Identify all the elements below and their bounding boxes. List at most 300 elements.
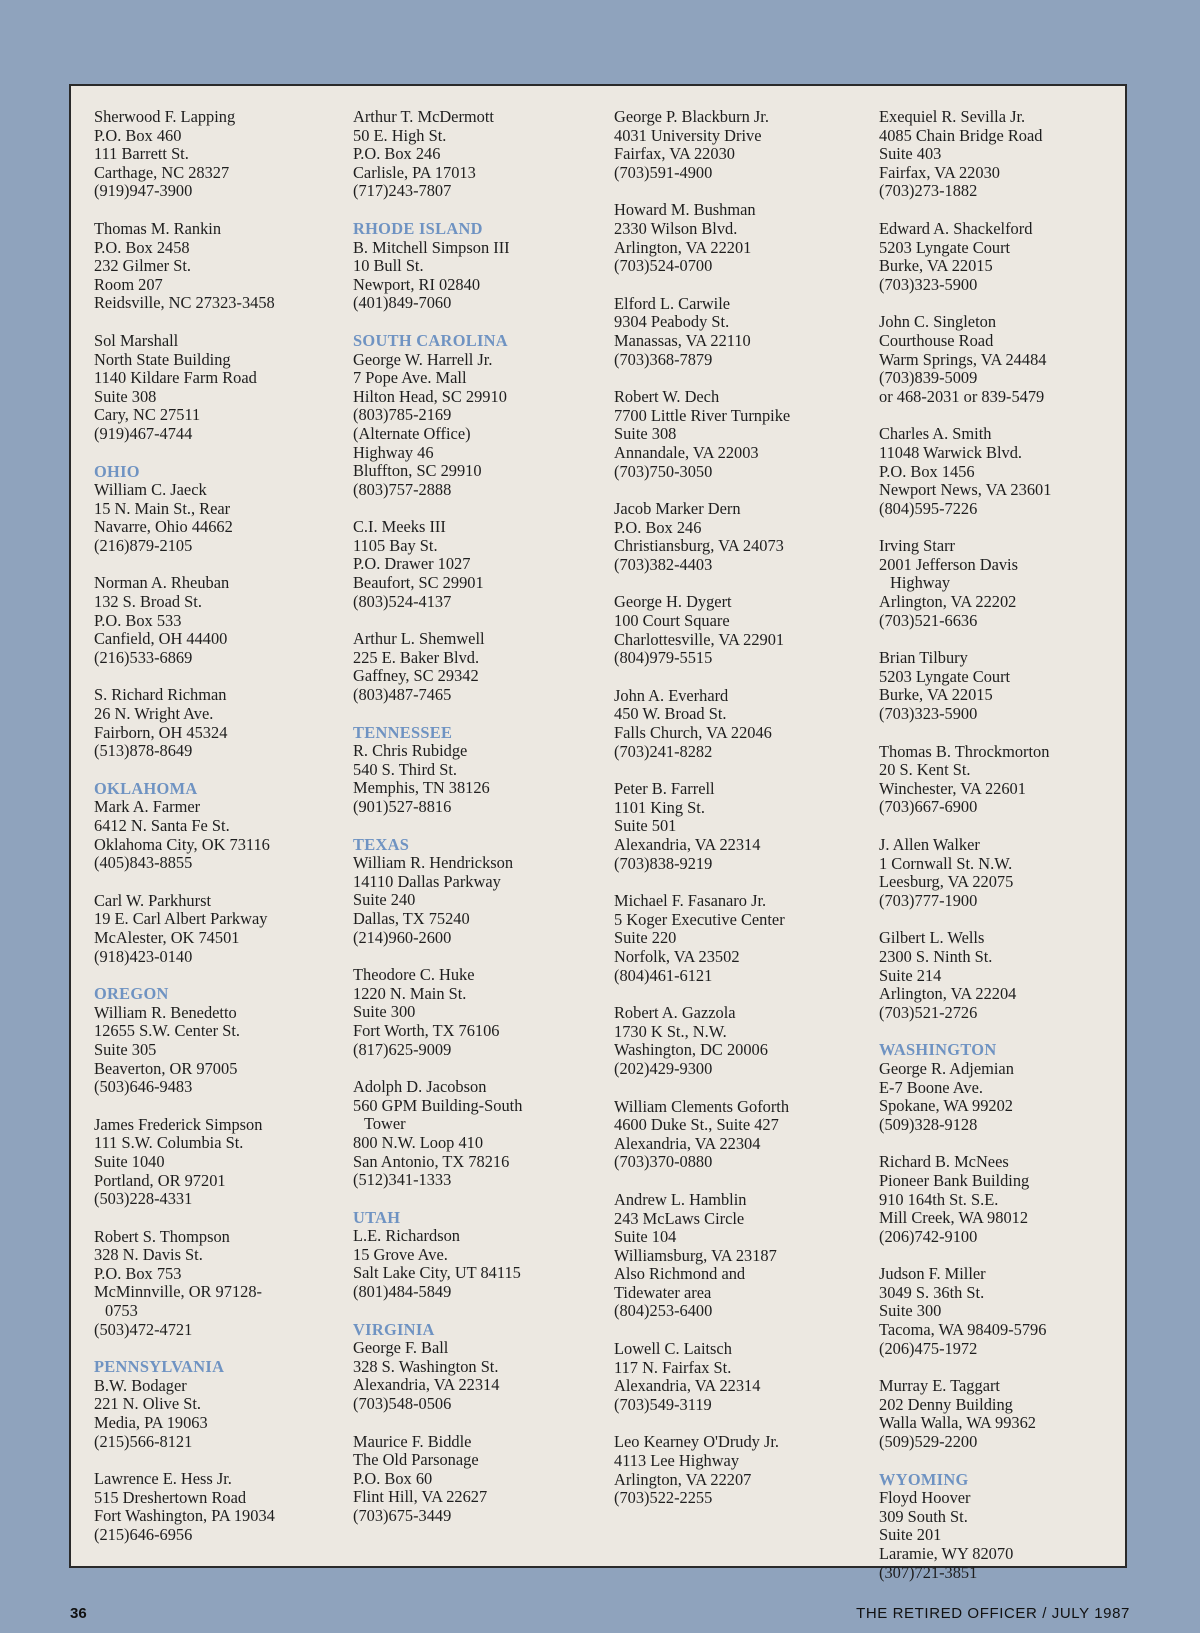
- entry-name: William C. Jaeck: [94, 480, 207, 500]
- entry-name: B.W. Bodager: [94, 1375, 187, 1395]
- directory-column: [614, 108, 864, 1527]
- entry-address-line: (804)979-5515: [614, 648, 713, 668]
- directory-entry: [94, 108, 344, 201]
- entry-name: John A. Everhard: [614, 685, 729, 705]
- entry-address-line: 4031 University Drive: [614, 125, 762, 145]
- entry-address-line: Fairfax, VA 22030: [879, 162, 1000, 182]
- directory-entry: [879, 1153, 1129, 1246]
- entry-address-line: Williamsburg, VA 23187: [614, 1245, 777, 1265]
- state-heading: RHODE ISLAND: [353, 218, 483, 238]
- entry-address-line: Suite 214: [879, 965, 942, 985]
- directory-column: [94, 108, 344, 1564]
- state-heading: SOUTH CAROLINA: [353, 330, 508, 350]
- entry-address-line: The Old Parsonage: [353, 1450, 479, 1470]
- entry-address-line: Burke, VA 22015: [879, 256, 993, 276]
- directory-entry: [879, 1041, 1129, 1134]
- entry-name: Charles A. Smith: [879, 424, 992, 444]
- directory-entry: [94, 463, 344, 556]
- entry-name: Robert S. Thompson: [94, 1226, 230, 1246]
- entry-name: S. Richard Richman: [94, 685, 227, 705]
- entry-name: John C. Singleton: [879, 312, 997, 332]
- entry-address-line: 117 N. Fairfax St.: [614, 1357, 732, 1377]
- entry-name: George H. Dygert: [614, 592, 732, 612]
- entry-address-line: Burke, VA 22015: [879, 685, 993, 705]
- entry-address-line: 111 S.W. Columbia St.: [94, 1133, 244, 1153]
- entry-address-line: P.O. Box 460: [94, 125, 182, 145]
- entry-address-line: 515 Dreshertown Road: [94, 1487, 247, 1507]
- directory-entry: [614, 593, 864, 667]
- entry-address-line: 15 N. Main St., Rear: [94, 498, 231, 518]
- directory-entry: [879, 537, 1129, 630]
- entry-address-line: (919)947-3900: [94, 181, 193, 201]
- state-heading: VIRGINIA: [353, 1319, 435, 1339]
- entry-address-line: Beaverton, OR 97005: [94, 1058, 238, 1078]
- directory-entry: [614, 500, 864, 574]
- entry-address-line: Dallas, TX 75240: [353, 908, 470, 928]
- entry-name: Adolph D. Jacobson: [353, 1077, 487, 1097]
- directory-entry: [353, 332, 603, 499]
- entry-address-line: Beaufort, SC 29901: [353, 573, 484, 593]
- entry-address-line: Arlington, VA 22202: [879, 592, 1017, 612]
- entry-address-line: Fort Worth, TX 76106: [353, 1020, 500, 1040]
- entry-name: Robert W. Dech: [614, 387, 720, 407]
- entry-address-line: Media, PA 19063: [94, 1413, 208, 1433]
- entry-address-line: (703)549-3119: [614, 1394, 712, 1414]
- directory-entry: [94, 220, 344, 313]
- entry-address-line: Carlisle, PA 17013: [353, 162, 476, 182]
- entry-address-line: Newport, RI 02840: [353, 274, 481, 294]
- entry-name: R. Chris Rubidge: [353, 741, 468, 761]
- entry-name: William Clements Goforth: [614, 1096, 790, 1116]
- entry-name: Brian Tilbury: [879, 648, 968, 668]
- entry-address-line: (803)487-7465: [353, 685, 452, 705]
- entry-address-line: North State Building: [94, 349, 231, 369]
- entry-address-line: Cary, NC 27511: [94, 405, 201, 425]
- entry-address-line: (509)529-2200: [879, 1432, 978, 1452]
- entry-address-line: 2330 Wilson Blvd.: [614, 218, 738, 238]
- entry-address-line: (703)548-0506: [353, 1394, 452, 1414]
- entry-name: George W. Harrell Jr.: [353, 349, 493, 369]
- entry-address-line: Canfield, OH 44400: [94, 629, 228, 649]
- directory-entry: [614, 295, 864, 369]
- entry-address-line: (803)524-4137: [353, 591, 452, 611]
- entry-address-line: 20 S. Kent St.: [879, 760, 971, 780]
- directory-entry: [94, 985, 344, 1097]
- entry-name: J. Allen Walker: [879, 835, 980, 854]
- entry-name: Gilbert L. Wells: [879, 928, 985, 948]
- entry-address-line: (919)467-4744: [94, 423, 193, 443]
- directory-entry: [614, 201, 864, 275]
- directory-entry: [614, 108, 864, 182]
- directory-entry: [879, 649, 1129, 723]
- entry-address-line: Suite 104: [614, 1227, 677, 1247]
- entry-address-line: (804)461-6121: [614, 965, 713, 985]
- entry-address-line: Suite 220: [614, 928, 677, 948]
- entry-address-line: Falls Church, VA 22046: [614, 723, 772, 743]
- entry-name: James Frederick Simpson: [94, 1114, 263, 1134]
- directory-entry: [94, 1358, 344, 1451]
- entry-address-line: 1101 King St.: [614, 797, 705, 817]
- directory-entry: [353, 1078, 603, 1190]
- entry-name: Sherwood F. Lapping: [94, 107, 236, 126]
- directory-entry: [353, 836, 603, 948]
- entry-address-line: Arlington, VA 22204: [879, 984, 1017, 1004]
- directory-entry: [94, 1228, 344, 1340]
- entry-address-line: 5203 Lyngate Court: [879, 237, 1011, 257]
- entry-name: Judson F. Miller: [879, 1264, 986, 1284]
- entry-address-line: Suite 1040: [94, 1151, 165, 1171]
- entry-name: George F. Ball: [353, 1338, 449, 1358]
- entry-name: Michael F. Fasanaro Jr.: [614, 891, 767, 911]
- entry-address-line: (206)742-9100: [879, 1226, 978, 1246]
- entry-address-line: 5203 Lyngate Court: [879, 666, 1011, 686]
- entry-address-line: 6412 N. Santa Fe St.: [94, 816, 230, 835]
- entry-address-line: (703)368-7879: [614, 349, 713, 369]
- directory-entry: [879, 220, 1129, 294]
- directory-entry: [353, 724, 603, 817]
- entry-address-line: (703)521-2726: [879, 1002, 978, 1022]
- entry-address-line: Oklahoma City, OK 73116: [94, 834, 270, 854]
- entry-address-line: (804)595-7226: [879, 498, 978, 518]
- entry-address-line: 14110 Dallas Parkway: [353, 871, 501, 891]
- state-heading: OKLAHOMA: [94, 778, 198, 798]
- directory-entry: [353, 1209, 603, 1302]
- entry-address-line: 2001 Jefferson Davis: [879, 554, 1018, 574]
- directory-entry: [353, 1321, 603, 1414]
- entry-address-line: 1730 K St., N.W.: [614, 1021, 727, 1041]
- entry-address-line: (717)243-7807: [353, 181, 452, 201]
- entry-address-line: (216)533-6869: [94, 647, 193, 667]
- entry-address-line: 450 W. Broad St.: [614, 704, 727, 724]
- entry-address-line: 7 Pope Ave. Mall: [353, 368, 467, 388]
- entry-address-line: E-7 Boone Ave.: [879, 1077, 983, 1097]
- entry-address-line: Bluffton, SC 29910: [353, 461, 482, 481]
- entry-name: George R. Adjemian: [879, 1058, 1014, 1078]
- entry-address-line: Norfolk, VA 23502: [614, 946, 740, 966]
- directory-entry: [94, 332, 344, 444]
- entry-address-line: Suite 305: [94, 1039, 157, 1059]
- entry-address-line: 1105 Bay St.: [353, 535, 438, 555]
- entry-address-line: (918)423-0140: [94, 946, 193, 966]
- entry-name: Theodore C. Huke: [353, 965, 475, 985]
- entry-name: Richard B. McNees: [879, 1152, 1009, 1172]
- directory-entry: [879, 108, 1129, 201]
- entry-address-line: 1 Cornwall St. N.W.: [879, 853, 1013, 873]
- entry-address-line: 202 Denny Building: [879, 1394, 1013, 1414]
- entry-address-line: (703)370-0880: [614, 1152, 713, 1172]
- entry-address-line: (206)475-1972: [879, 1338, 978, 1358]
- entry-name: Mark A. Farmer: [94, 797, 201, 817]
- entry-address-line: Arlington, VA 22207: [614, 1469, 752, 1489]
- entry-address-line: Suite 240: [353, 890, 416, 910]
- entry-name: Irving Starr: [879, 536, 956, 556]
- entry-name: George P. Blackburn Jr.: [614, 107, 769, 126]
- directory-entry: [879, 836, 1129, 910]
- entry-address-line: Suite 501: [614, 816, 677, 836]
- entry-address-line: 11048 Warwick Blvd.: [879, 442, 1022, 462]
- entry-address-line: Courthouse Road: [879, 330, 994, 350]
- entry-address-line: 221 N. Olive St.: [94, 1394, 201, 1414]
- entry-address-line: (703)273-1882: [879, 181, 978, 201]
- entry-name: Norman A. Rheuban: [94, 573, 230, 593]
- entry-address-line: 19 E. Carl Albert Parkway: [94, 909, 268, 929]
- directory-entry: [353, 630, 603, 704]
- directory-entry: [94, 780, 344, 873]
- entry-address-line: (703)522-2255: [614, 1488, 713, 1508]
- entry-name: B. Mitchell Simpson III: [353, 237, 510, 257]
- entry-name: Andrew L. Hamblin: [614, 1189, 747, 1209]
- entry-address-line: P.O. Box 753: [94, 1263, 182, 1283]
- entry-address-line: Alexandria, VA 22314: [614, 1376, 761, 1396]
- entry-address-line: 4113 Lee Highway: [614, 1451, 740, 1471]
- entry-name: William R. Benedetto: [94, 1002, 237, 1022]
- entry-address-line: P.O. Box 533: [94, 610, 182, 630]
- entry-address-line: (703)838-9219: [614, 853, 713, 873]
- entry-address-line: (509)328-9128: [879, 1114, 978, 1134]
- entry-address-line: Suite 300: [353, 1002, 416, 1022]
- entry-name: Arthur L. Shemwell: [353, 629, 485, 649]
- entry-address-line: P.O. Box 246: [614, 517, 702, 537]
- entry-address-line: Warm Springs, VA 24484: [879, 349, 1047, 369]
- entry-address-line: 26 N. Wright Ave.: [94, 704, 214, 724]
- state-heading: UTAH: [353, 1207, 401, 1227]
- directory-entry: [879, 1265, 1129, 1358]
- entry-address-line: (703)521-6636: [879, 610, 978, 630]
- page-number: 36: [70, 1605, 87, 1622]
- entry-address-line: 7700 Little River Turnpike: [614, 405, 791, 425]
- entry-address-line: 9304 Peabody St.: [614, 312, 730, 332]
- entry-address-line: 15 Grove Ave.: [353, 1244, 448, 1264]
- entry-name: William R. Hendrickson: [353, 853, 514, 873]
- directory-page: [69, 84, 1127, 1582]
- directory-entry: [879, 1377, 1129, 1451]
- entry-address-line: Navarre, Ohio 44662: [94, 517, 233, 537]
- entry-address-line: Washington, DC 20006: [614, 1040, 768, 1060]
- directory-entry: [94, 892, 344, 966]
- entry-address-line: Alexandria, VA 22314: [353, 1375, 500, 1395]
- entry-address-line: 4600 Duke St., Suite 427: [614, 1115, 779, 1135]
- entry-address-line: Fort Washington, PA 19034: [94, 1506, 275, 1526]
- entry-address-line: 4085 Chain Bridge Road: [879, 125, 1043, 145]
- entry-address-line: 243 McLaws Circle: [614, 1208, 745, 1228]
- entry-address-line: Suite 300: [879, 1301, 942, 1321]
- entry-address-line: 3049 S. 36th St.: [879, 1282, 985, 1302]
- entry-address-line: Laramie, WY 82070: [879, 1544, 1014, 1563]
- directory-entry: [353, 108, 603, 201]
- directory-entry: [353, 220, 603, 313]
- state-heading: OHIO: [94, 461, 140, 481]
- entry-address-line: 309 South St.: [879, 1506, 968, 1526]
- entry-address-line: Highway: [890, 573, 951, 593]
- entry-address-line: (901)527-8816: [353, 797, 452, 816]
- directory-entry: [879, 743, 1129, 817]
- state-heading: OREGON: [94, 984, 169, 1004]
- entry-name: C.I. Meeks III: [353, 517, 446, 537]
- entry-address-line: P.O. Box 246: [353, 144, 441, 164]
- state-heading: TENNESSEE: [353, 722, 453, 742]
- directory-entry: [614, 1004, 864, 1078]
- entry-address-line: (503)228-4331: [94, 1189, 193, 1209]
- directory-entry: [94, 574, 344, 667]
- entry-address-line: 132 S. Broad St.: [94, 592, 202, 612]
- entry-address-line: Also Richmond and: [614, 1264, 746, 1284]
- state-heading: WASHINGTON: [879, 1040, 997, 1060]
- entry-address-line: McMinnville, OR 97128-: [94, 1282, 262, 1302]
- state-heading: PENNSYLVANIA: [94, 1357, 225, 1377]
- entry-address-line: 800 N.W. Loop 410: [353, 1132, 484, 1152]
- entry-name: Jacob Marker Dern: [614, 499, 741, 519]
- entry-address-line: (703)839-5009: [879, 368, 978, 388]
- entry-address-line: (703)591-4900: [614, 162, 713, 182]
- entry-address-line: P.O. Box 60: [353, 1468, 433, 1488]
- entry-name: Floyd Hoover: [879, 1488, 971, 1508]
- entry-address-line: Manassas, VA 22110: [614, 330, 751, 350]
- entry-name: Peter B. Farrell: [614, 779, 715, 799]
- entry-address-line: (703)777-1900: [879, 890, 978, 910]
- entry-address-line: (215)646-6956: [94, 1525, 193, 1544]
- entry-address-line: (Alternate Office): [353, 423, 471, 443]
- entry-name: Thomas M. Rankin: [94, 218, 222, 238]
- publication-masthead: THE RETIRED OFFICER / JULY 1987: [856, 1605, 1130, 1622]
- directory-column: [353, 108, 603, 1545]
- entry-address-line: (401)849-7060: [353, 293, 452, 313]
- directory-entry: [353, 1433, 603, 1526]
- entry-address-line: (405)843-8855: [94, 853, 193, 873]
- entry-address-line: San Antonio, TX 78216: [353, 1151, 510, 1171]
- directory-columns: [94, 107, 1115, 1582]
- directory-entry: [94, 1116, 344, 1209]
- entry-name: Lowell C. Laitsch: [614, 1339, 732, 1359]
- entry-address-line: 225 E. Baker Blvd.: [353, 647, 480, 667]
- entry-address-line: Fairfax, VA 22030: [614, 144, 735, 164]
- entry-address-line: (703)675-3449: [353, 1506, 452, 1525]
- entry-address-line: 5 Koger Executive Center: [614, 909, 785, 929]
- entry-name: Murray E. Taggart: [879, 1376, 1000, 1396]
- entry-address-line: Annandale, VA 22003: [614, 442, 759, 462]
- entry-name: L.E. Richardson: [353, 1226, 460, 1246]
- entry-address-line: Tacoma, WA 98409-5796: [879, 1320, 1047, 1340]
- entry-address-line: P.O. Box 2458: [94, 237, 190, 257]
- entry-address-line: Alexandria, VA 22314: [614, 835, 761, 854]
- entry-address-line: Tower: [364, 1114, 406, 1134]
- directory-entry: [614, 892, 864, 985]
- directory-entry: [94, 686, 344, 760]
- state-heading: TEXAS: [353, 834, 410, 854]
- entry-address-line: Carthage, NC 28327: [94, 162, 230, 182]
- entry-address-line: (703)382-4403: [614, 554, 713, 574]
- entry-address-line: (703)323-5900: [879, 704, 978, 724]
- entry-address-line: Room 207: [94, 274, 163, 294]
- entry-address-line: Arlington, VA 22201: [614, 237, 752, 257]
- entry-address-line: (214)960-2600: [353, 927, 452, 947]
- entry-address-line: Gaffney, SC 29342: [353, 666, 479, 686]
- entry-address-line: 328 S. Washington St.: [353, 1356, 499, 1376]
- entry-address-line: P.O. Drawer 1027: [353, 554, 471, 574]
- entry-address-line: Newport News, VA 23601: [879, 480, 1052, 500]
- entry-address-line: Suite 308: [94, 386, 157, 406]
- entry-address-line: P.O. Box 1456: [879, 461, 975, 481]
- entry-address-line: Charlottesville, VA 22901: [614, 629, 785, 649]
- directory-entry: [879, 425, 1129, 518]
- entry-address-line: Leesburg, VA 22075: [879, 872, 1014, 892]
- directory-entry: [94, 1470, 344, 1544]
- entry-name: Thomas B. Throckmorton: [879, 741, 1050, 761]
- entry-address-line: (216)879-2105: [94, 535, 193, 555]
- directory-entry: [879, 929, 1129, 1022]
- entry-address-line: (804)253-6400: [614, 1301, 713, 1321]
- directory-entry: [614, 1340, 864, 1414]
- directory-entry: [614, 687, 864, 761]
- entry-address-line: 910 164th St. S.E.: [879, 1189, 999, 1209]
- directory-entry: [614, 1191, 864, 1321]
- entry-address-line: 0753: [105, 1301, 138, 1321]
- entry-address-line: Salt Lake City, UT 84115: [353, 1263, 521, 1283]
- entry-address-line: 50 E. High St.: [353, 125, 447, 145]
- entry-address-line: (703)667-6900: [879, 797, 978, 817]
- directory-entry: [614, 780, 864, 873]
- entry-address-line: 328 N. Davis St.: [94, 1245, 203, 1265]
- directory-entry: [614, 1098, 864, 1172]
- entry-address-line: (703)524-0700: [614, 256, 713, 276]
- entry-name: Robert A. Gazzola: [614, 1003, 736, 1023]
- entry-name: Lawrence E. Hess Jr.: [94, 1469, 232, 1489]
- entry-address-line: Mill Creek, WA 98012: [879, 1208, 1029, 1228]
- entry-address-line: Alexandria, VA 22304: [614, 1133, 761, 1153]
- directory-column: [879, 108, 1129, 1601]
- entry-address-line: (703)241-8282: [614, 741, 713, 761]
- directory-entry: [614, 1433, 864, 1507]
- entry-address-line: Memphis, TN 38126: [353, 778, 490, 798]
- entry-address-line: Portland, OR 97201: [94, 1170, 226, 1190]
- entry-address-line: Christiansburg, VA 24073: [614, 536, 784, 556]
- directory-entry: [879, 313, 1129, 406]
- entry-address-line: or 468-2031 or 839-5479: [879, 386, 1045, 406]
- entry-address-line: 540 S. Third St.: [353, 759, 457, 779]
- entry-name: Edward A. Shackelford: [879, 218, 1033, 238]
- entry-address-line: (703)750-3050: [614, 461, 713, 481]
- entry-address-line: Tidewater area: [614, 1282, 712, 1302]
- entry-address-line: Reidsville, NC 27323-3458: [94, 293, 275, 313]
- entry-name: Exequiel R. Sevilla Jr.: [879, 107, 1026, 126]
- entry-address-line: (512)341-1333: [353, 1170, 452, 1190]
- entry-address-line: Suite 403: [879, 144, 942, 164]
- entry-address-line: (803)757-2888: [353, 479, 452, 499]
- entry-address-line: (703)323-5900: [879, 274, 978, 294]
- entry-address-line: 10 Bull St.: [353, 256, 424, 276]
- entry-address-line: Pioneer Bank Building: [879, 1170, 1030, 1190]
- directory-entry: [879, 1471, 1129, 1583]
- entry-address-line: Winchester, VA 22601: [879, 778, 1026, 798]
- entry-name: Maurice F. Biddle: [353, 1431, 472, 1451]
- entry-name: Leo Kearney O'Drudy Jr.: [614, 1432, 779, 1452]
- entry-name: Sol Marshall: [94, 330, 179, 350]
- entry-address-line: 100 Court Square: [614, 611, 730, 631]
- entry-address-line: Spokane, WA 99202: [879, 1096, 1014, 1116]
- entry-address-line: (503)646-9483: [94, 1077, 193, 1097]
- entry-address-line: 12655 S.W. Center St.: [94, 1021, 241, 1041]
- entry-address-line: 1220 N. Main St.: [353, 983, 467, 1003]
- entry-address-line: Flint Hill, VA 22627: [353, 1487, 488, 1507]
- entry-address-line: (307)721-3851: [879, 1562, 978, 1582]
- entry-address-line: Fairborn, OH 45324: [94, 722, 228, 742]
- entry-address-line: 560 GPM Building-South: [353, 1095, 523, 1115]
- entry-address-line: (817)625-9009: [353, 1039, 452, 1059]
- entry-address-line: (513)878-8649: [94, 741, 193, 761]
- entry-name: Elford L. Carwile: [614, 293, 731, 313]
- entry-address-line: (503)472-4721: [94, 1319, 193, 1339]
- entry-address-line: (803)785-2169: [353, 405, 452, 425]
- entry-address-line: 2300 S. Ninth St.: [879, 946, 993, 966]
